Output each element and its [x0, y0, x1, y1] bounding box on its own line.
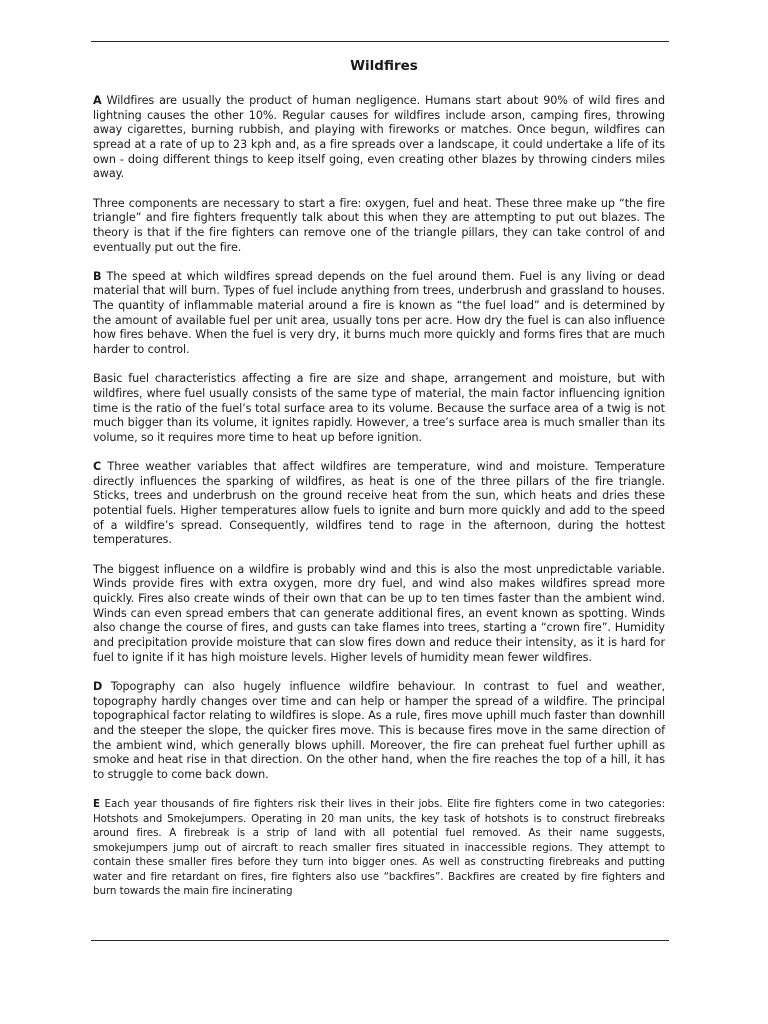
paragraph-a-2 — [93, 197, 665, 256]
bottom-divider — [91, 940, 669, 941]
section-letter-e: E — [93, 798, 100, 811]
paragraph-text: Wildfires are usually the product of human negligence. Humans start about 90% of wild fires and lightning causes the other 10%. Regular causes for wildfires include arson, camping fires, throwing away cigarettes, burning rubbish, and playing with fireworks or matches. Once begun, wildfires can spread at a rate of up to 23 kph and, as a fire spreads over a landscape, it could undertake a life of its own - doing different things to keep itself going, even creating other blazes by throwing cinders miles away. — [93, 94, 665, 181]
paragraph-c — [93, 460, 665, 548]
paragraph-b — [93, 270, 665, 358]
paragraph-text: Three weather variables that affect wildfires are temperature, wind and moisture. Temperature directly influences the sparking of wildfires, as heat is one of the three pillars of the fire triangle. Sticks, trees and underbrush on the ground receive heat from the sun, which heats and dries these potential fuels. Higher temperatures allow fuels to ignite and burn more quickly and add to the speed of a wildfire’s spread. Consequently, wildfires tend to rage in the afternoon, during the hottest temperatures. — [93, 460, 665, 547]
paragraph-e — [93, 797, 665, 899]
paragraph-text: The speed at which wildfires spread depends on the fuel around them. Fuel is any living or dead material that will burn. Types of fuel include anything from trees, underbrush and grassland to houses. The quantity of inflammable material around a fire is known as “the fuel load” and is determined by the amount of available fuel per unit area, usually tons per acre. How dry the fuel is can also influence how fires behave. When the fuel is very dry, it burns much more quickly and forms fires that are much harder to control. — [93, 269, 665, 357]
section-letter-a: A — [93, 94, 102, 107]
paragraph-text: Three components are necessary to start a fire: oxygen, fuel and heat. These three make up “the fire triangle” and fire fighters frequently talk about this when they are attempting to put out blazes. The theory is that if the fire fighters can remove one of the triangle pillars, they can take control of and eventually put out the fire. — [93, 196, 665, 254]
paragraph-b-2 — [93, 372, 665, 445]
paragraph-text: Each year thousands of fire fighters risk their lives in their jobs. Elite fire fighters come in two categories: Hotshots and Smokejumpers. Operating in 20 man units, the key task of hotshots is to construct firebreaks around fires. A firebreak is a strip of land with all potential fuel removed. As their name suggests, smokejumpers jump out of aircraft to reach smaller fires situated in inaccessible regions. They attempt to contain these smaller fires before they turn into bigger ones. As well as constructing firebreaks and putting water and fire retardant on fires, fire fighters also use “backfires”. Backfires are created by fire fighters and burn towards the main fire incinerating — [93, 798, 666, 898]
paragraph-text: Topography can also hugely influence wildfire behaviour. In contrast to fuel and weather, topography hardly changes over time and can help or hamper the spread of a wildfire. The principal topographical factor relating to wildfires is slope. As a rule, fires move uphill much faster than downhill and the steeper the slope, the quicker fires move. This is because fires move in the same direction of the ambient wind, which generally blows uphill. Moreover, the fire can preheat fuel further uphill as smoke and heat rise in that direction. On the other hand, when the fire reaches the top of a hill, it has to struggle to come back down. — [93, 679, 666, 781]
paragraph-text: The biggest influence on a wildfire is probably wind and this is also the most unpredictable variable. Winds provide fires with extra oxygen, more dry fuel, and wind also makes wildfires spread more quickly. Fires also create winds of their own that can be up to ten times faster than the ambient wind. Winds can even spread embers that can generate additional fires, an event known as spotting. Winds also change the course of fires, and gusts can take flames into trees, starting a “crown fire”. Humidity and precipitation provide moisture that can slow fires down and reduce their intensity, as it is hard for fuel to ignite if it has high moisture levels. Higher levels of humidity mean fewer wildfires. — [93, 562, 665, 664]
article-body — [93, 94, 665, 913]
section-letter-d: D — [93, 679, 103, 693]
paragraph-d — [93, 680, 665, 783]
section-letter-b: B — [93, 269, 102, 283]
paragraph-text: Basic fuel characteristics affecting a fire are size and shape, arrangement and moisture, but with wildfires, where fuel usually consists of the same type of material, the main factor influencing ignition time is the ratio of the fuel’s total surface area to its volume. Because the surface area of a twig is not much bigger than its volume, it ignites rapidly. However, a tree’s surface area is much smaller than its volume, so it requires more time to heat up before ignition. — [93, 372, 665, 444]
section-letter-c: C — [93, 460, 102, 474]
paragraph-a — [93, 94, 665, 182]
page-title: Wildfires — [350, 58, 418, 74]
top-divider — [91, 41, 669, 42]
paragraph-c-2 — [93, 563, 665, 666]
